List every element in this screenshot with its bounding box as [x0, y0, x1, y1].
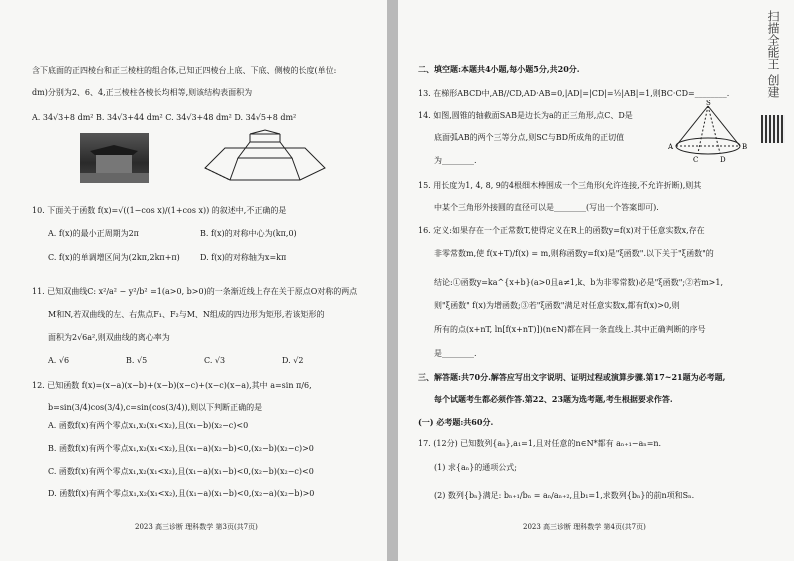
q12-option-c: C. 函数f(x)有两个零点x₁,x₂(x₁<x₂),且(x₁−a)(x₁−b)<0,(x₂−b)(x₂−c)<0: [48, 467, 314, 476]
frustum-prism-figure: [200, 128, 330, 188]
q17-part2: (2) 数列{bₙ}满足: bₙ₊₁/bₙ = aₙ/aₙ₊₂,且b₁=1,求数列{bₙ}的前n项和Sₙ.: [434, 491, 695, 500]
scanner-watermark: 扫描全能王 创建: [766, 10, 780, 98]
q14-line3: 为________.: [434, 156, 477, 165]
q11-stem-line2: M和N,若双曲线的左、右焦点F₁、F₂与M、N组成的四边形为矩形,若该矩形的: [48, 310, 325, 319]
left-page-footer: 2023 高三诊断 理科数学 第3页(共7页): [135, 523, 258, 531]
q15-line1: 15. 用长度为1, 4, 8, 9的4根细木棒围成一个三角形(允许连接,不允许折断),则其: [418, 181, 702, 190]
q14-line2: 底面弧AB的两个三等分点,则SC与BD所成角的正切值: [434, 133, 625, 142]
q10-stem: 10. 下面关于函数 f(x)=√((1−cos x)/(1+cos x)) 的叙述中,不正确的是: [32, 206, 287, 215]
q11-option-d: D. √2: [282, 356, 304, 365]
q17-part1: (1) 求{aₙ}的通项公式;: [434, 463, 517, 472]
exam-page-left: [0, 0, 387, 561]
q12-option-b: B. 函数f(x)有两个零点x₁,x₂(x₁<x₂),且(x₁−a)(x₂−b)<0,(x₂−b)(x₂−c)>0: [48, 444, 314, 453]
cone-figure: [668, 100, 748, 165]
q12-option-a: A. 函数f(x)有两个零点x₁,x₂(x₁<x₂),且(x₁−b)(x₂−c)<0: [48, 421, 249, 430]
q10-option-d: D. f(x)的对称轴为x=kπ: [200, 253, 287, 262]
q14-line1: 14. 如图,圆锥的轴截面SAB是边长为a的正三角形,点C、D是: [418, 111, 633, 120]
required-heading: (一) 必考题:共60分.: [418, 417, 494, 427]
q15-line2: 中某个三角形外接圆的直径可以是________(写出一个答案即可).: [434, 203, 659, 212]
q10-option-c: C. f(x)的单调增区间为(2kπ,2kπ+π): [48, 253, 180, 262]
building-photo: [80, 133, 149, 183]
label-s: S: [706, 100, 711, 107]
q11-option-a: A. √6: [48, 356, 70, 365]
q16-line5: 所有的点(x+nT, ln[f(x+nT)])(n∈N)都在同一条直线上.其中正确判断的序号: [434, 325, 706, 334]
q16-line6: 是________.: [434, 349, 477, 358]
q16-line1: 16. 定义:如果存在一个正常数T,使得定义在R上的函数y=f(x)对于任意实数x,存在: [418, 226, 705, 235]
q10-option-a: A. f(x)的最小正周期为2π: [48, 229, 139, 238]
q9-text-line2: dm)分别为2、6、4,正三棱柱各棱长均相等,则该结构表面积为: [32, 88, 253, 97]
q12-stem-line2: b=sin(3/4)cos(3/4),c=sin(cos(3/4)),则以下判断正确的是: [48, 403, 263, 412]
q9-options: A. 34√3+8 dm² B. 34√3+44 dm² C. 34√3+48 dm² D. 34√5+8 dm²: [32, 113, 297, 122]
q16-line3: 结论:①函数y=ka^{x+b}(a>0且a≠1,k、b为非零常数)必是"ξ函数";②若m>1,: [434, 278, 724, 287]
q13-text: 13. 在梯形ABCD中,AB//CD,AD·AB=0,|AD|=|CD|=½|AB|=1,则BC·CD=________.: [418, 89, 730, 98]
q11-option-c: C. √3: [204, 356, 226, 365]
label-b: B: [742, 143, 748, 151]
label-c: C: [693, 156, 699, 164]
q12-option-d-alt: D. 函数f(x)有两个零点x₁,x₂(x₁<x₂),且(x₁−a)(x₁−b)<0,(x₂−a)(x₂−b)>0: [48, 489, 315, 498]
q11-stem-line3: 面积为2√6a²,则双曲线的离心率为: [48, 333, 170, 342]
q11-option-b: B. √5: [126, 356, 148, 365]
q16-line2: 非零常数m,使 f(x+T)/f(x) = m,则称函数y=f(x)是"ξ函数".以下关于"ξ函数"的: [434, 249, 714, 258]
q17-stem: 17. (12分) 已知数列{aₙ},a₁=1,且对任意的n∈N*都有 aₙ₊₁−aₙ=n.: [418, 439, 662, 448]
q10-option-b: B. f(x)的对称中心为(kπ,0): [200, 229, 297, 238]
q11-stem-line1: 11. 已知双曲线C: x²/a² − y²/b² =1(a>0, b>0)的一条渐近线上存在关于原点O对称的两点: [32, 287, 358, 296]
section3-heading: 三、解答题:共70分.解答应写出文字说明、证明过程或演算步骤.第17~21题为必考题,: [418, 372, 726, 382]
q9-text-line1: 含下底面的正四棱台和正三棱柱的组合体,已知正四棱台上底、下底、侧棱的长度(单位:: [32, 66, 337, 75]
exam-page-right: [398, 0, 794, 561]
label-a: A: [668, 143, 674, 151]
q12-stem-line1: 12. 已知函数 f(x)=(x−a)(x−b)+(x−b)(x−c)+(x−c)(x−a),其中 a=sin π/6,: [32, 381, 312, 390]
qr-code-icon: [761, 115, 785, 143]
section2-heading: 二、填空题:本题共4小题,每小题5分,共20分.: [418, 64, 580, 74]
right-page-footer: 2023 高三诊断 理科数学 第4页(共7页): [523, 523, 646, 531]
section3-note: 每个试题考生都必须作答.第22、23题为选考题,考生根据要求作答.: [434, 394, 673, 404]
label-d: D: [720, 156, 726, 164]
q16-line4: 则"ξ函数" f(x)为增函数;③若"ξ函数"满足对任意实数x,都有f(x)>0,则: [434, 301, 680, 310]
